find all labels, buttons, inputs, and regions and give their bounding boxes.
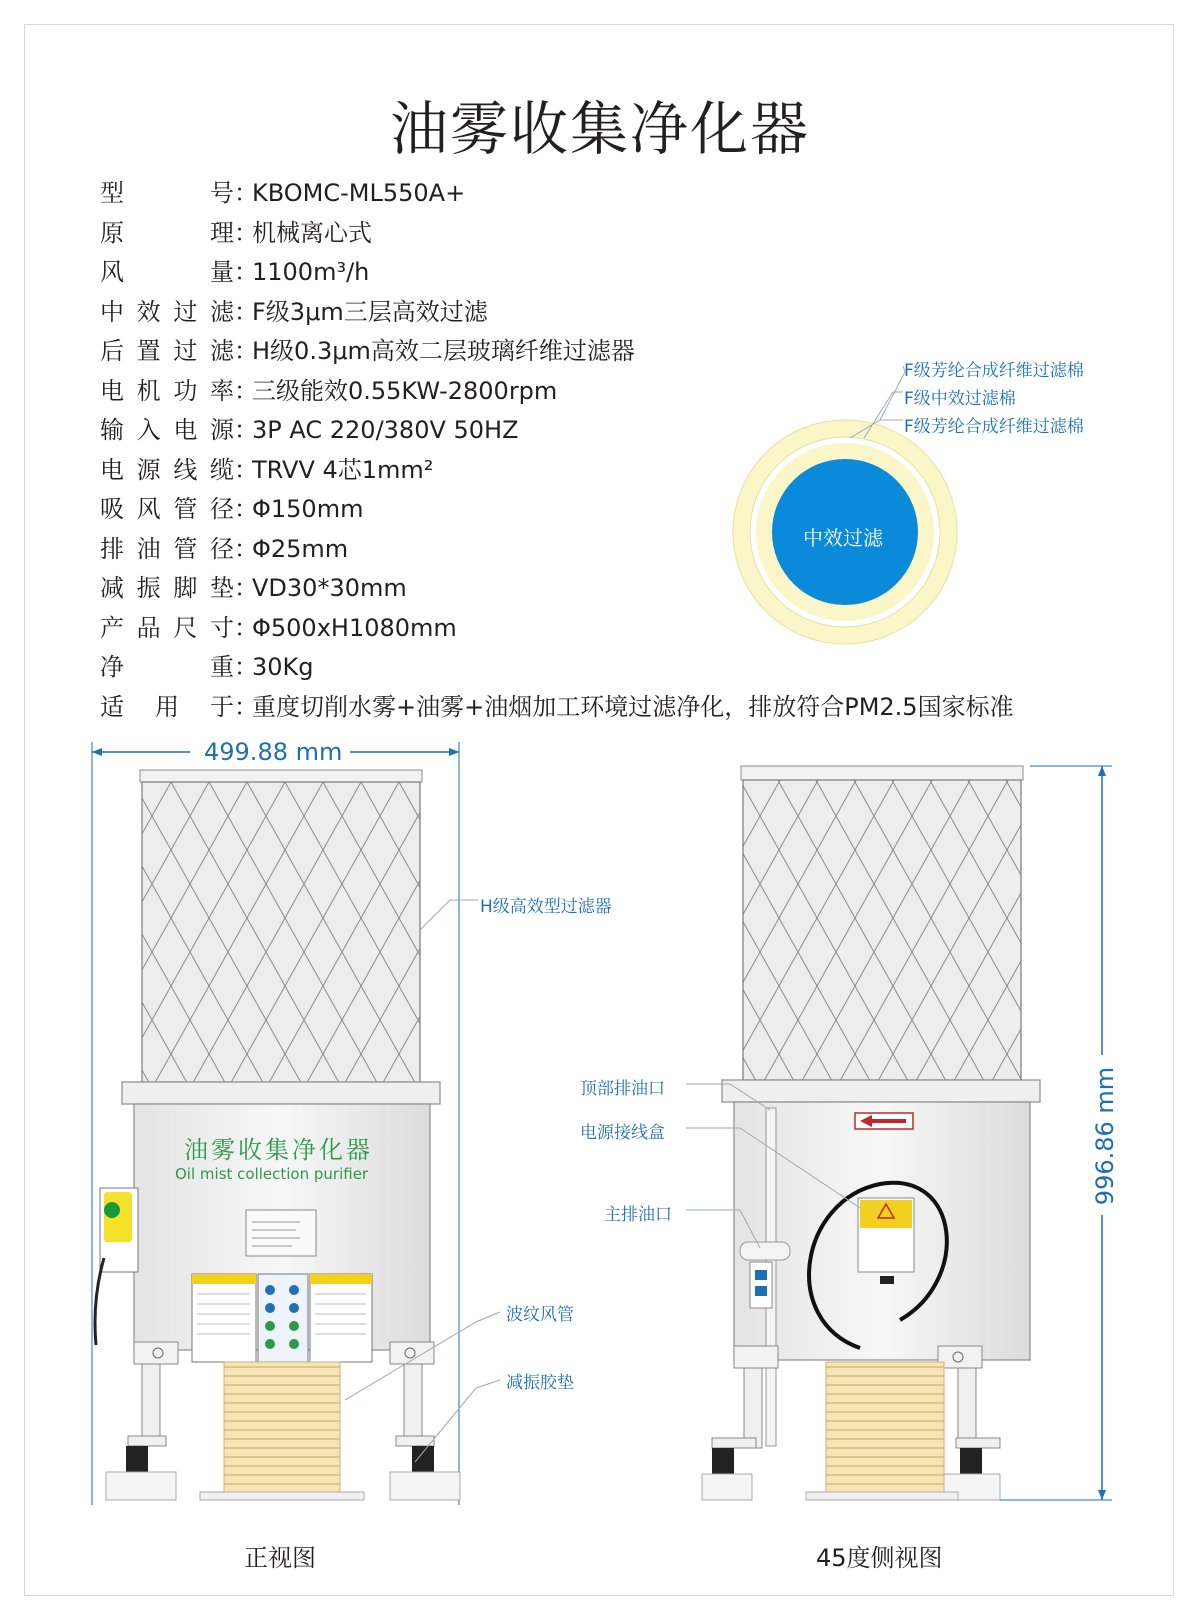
warning-label-right	[310, 1274, 372, 1362]
spec-value: TRVV 4芯1mm²	[252, 455, 434, 484]
spec-colon: ：	[234, 534, 258, 563]
spec-colon: ：	[234, 179, 258, 207]
label-main-drain: 主排油口	[604, 1205, 672, 1225]
nameplate	[246, 1210, 316, 1256]
spec-value: Φ25mm	[252, 534, 349, 563]
spec-value: H级0.3μm高效二层玻璃纤维过滤器	[252, 337, 635, 365]
side-filter-flange	[722, 1080, 1040, 1102]
top-cap	[140, 770, 422, 782]
h-filter-element	[142, 782, 420, 1082]
spec-label: 后置过滤	[100, 337, 234, 365]
side-damping-pad-right	[960, 1448, 982, 1474]
side-leg-left	[744, 1368, 762, 1448]
side-bracket-left	[734, 1346, 778, 1368]
side-h-filter-element	[743, 780, 1021, 1080]
spec-colon: ：	[234, 337, 258, 365]
power-indicator-light	[104, 1202, 120, 1218]
spec-label: 电源线缆	[100, 455, 234, 484]
bracket-left	[134, 1342, 178, 1364]
spec-label: 输入电源	[100, 416, 234, 444]
warning-label-left	[192, 1274, 256, 1362]
spec-colon: ：	[234, 218, 258, 247]
annotation-middle-filter-layer: F级中效过滤棉	[904, 389, 1016, 409]
side-bracket-right	[938, 1346, 982, 1368]
damping-pad-right	[412, 1446, 434, 1472]
annotation-inner-filter-layer: F级芳纶合成纤维过滤棉	[904, 417, 1084, 437]
spec-label: 风量	[100, 258, 234, 286]
safety-icon-label	[258, 1274, 308, 1362]
spec-label: 型号	[100, 179, 234, 207]
annotation-outer-filter-layer: F级芳纶合成纤维过滤棉	[904, 361, 1084, 381]
side-leg-right	[958, 1368, 976, 1448]
side-view-caption: 45度侧视图	[816, 1544, 943, 1572]
side-damping-pad-left	[712, 1448, 734, 1474]
front-brand-name-cn: 油雾收集净化器	[184, 1136, 373, 1164]
front-view-caption: 正视图	[244, 1544, 316, 1572]
spec-label: 原理	[100, 218, 234, 247]
spec-value: 重度切削水雾+油雾+油烟加工环境过滤净化，排放符合PM2.5国家标准	[252, 692, 1014, 721]
side-view-drawing	[686, 766, 1114, 1500]
spec-label: 吸风管径	[100, 495, 234, 523]
spec-label: 中效过滤	[100, 297, 234, 326]
spec-colon: ：	[234, 653, 258, 681]
front-view-drawing	[92, 740, 500, 1505]
spec-label: 电机功率	[100, 376, 234, 405]
spec-value: 三级能效0.55KW-2800rpm	[252, 376, 558, 405]
front-brand-name-en: Oil mist collection purifier	[175, 1165, 369, 1183]
spec-colon: ：	[234, 495, 258, 523]
spec-colon: ：	[234, 455, 258, 484]
spec-colon: ：	[234, 416, 258, 444]
spec-value: 30Kg	[252, 653, 314, 681]
corrugated-duct	[224, 1362, 340, 1492]
label-damping-pad: 减振胶垫	[506, 1373, 574, 1393]
side-switch	[750, 1262, 772, 1308]
spec-value: VD30*30mm	[252, 574, 407, 602]
label-junction-box: 电源接线盒	[580, 1123, 665, 1143]
damping-pad-left	[126, 1446, 148, 1472]
spec-value: 3P AC 220/380V 50HZ	[252, 416, 519, 444]
label-h-filter: H级高效型过滤器	[480, 897, 612, 917]
spec-colon: ：	[234, 574, 258, 602]
spec-value: KBOMC-ML550A+	[252, 179, 466, 207]
spec-value: Φ150mm	[252, 495, 364, 523]
filter-flange	[122, 1082, 440, 1104]
spec-value: F级3μm三层高效过滤	[252, 297, 488, 326]
spec-colon: ：	[234, 258, 258, 286]
bracket-right	[390, 1342, 434, 1364]
spec-label: 减振脚垫	[100, 574, 234, 602]
spec-colon: ：	[234, 297, 258, 326]
page-title: 油雾收集净化器	[389, 95, 810, 163]
label-top-drain: 顶部排油口	[580, 1079, 665, 1099]
spec-label: 适用于	[100, 692, 234, 721]
height-dimension-label: 996.86 mm	[1091, 1066, 1120, 1206]
main-drain-outlet	[740, 1242, 790, 1260]
width-dimension-label: 499.88 mm	[204, 738, 343, 766]
spec-value: Φ500xH1080mm	[252, 613, 457, 642]
spec-label: 排油管径	[100, 534, 234, 563]
side-top-cap	[741, 766, 1023, 780]
spec-value: 机械离心式	[252, 218, 372, 247]
spec-colon: ：	[234, 613, 258, 642]
side-corrugated-duct	[826, 1362, 944, 1492]
leg-right	[404, 1364, 422, 1446]
spec-value: 1100m³/h	[252, 258, 370, 286]
core-filter-label: 中效过滤	[803, 526, 883, 550]
leg-left	[142, 1364, 160, 1446]
spec-label: 净重	[100, 653, 234, 681]
spec-label: 产品尺寸	[100, 613, 234, 642]
spec-colon: ：	[234, 692, 258, 721]
spec-colon: ：	[234, 376, 258, 405]
label-corrugated-duct: 波纹风管	[506, 1305, 574, 1325]
